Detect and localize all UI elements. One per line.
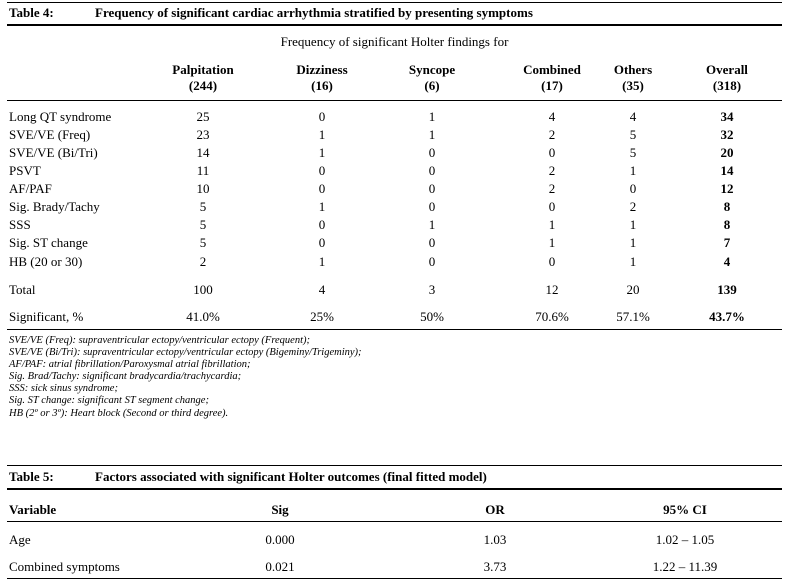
table4-significant-row-cell: 70.6%: [535, 309, 569, 324]
table5-header-ci: 95% CI: [663, 502, 707, 517]
table5-title: [9, 469, 487, 485]
table4-col-header: [377, 62, 487, 94]
table4-title-rule: [7, 24, 782, 26]
table4-significant-row-cell: 41.0%: [186, 309, 220, 324]
table4-top-rule: [7, 2, 782, 3]
table4-title-text: Frequency of significant cardiac arrhythmia stratified by presenting symptoms: [95, 5, 533, 20]
table5-row-combined-sig: 0.021: [265, 559, 295, 574]
table4-row-cell: 0: [318, 109, 326, 124]
table4-row-cell: 0: [318, 163, 326, 178]
table4-row-cell: 7: [723, 235, 731, 250]
table4-total-row-label: Total: [9, 282, 36, 297]
table4-row-label: Long QT syndrome: [9, 109, 112, 124]
table4-row-cell: 1: [318, 199, 326, 214]
table4-row-cell: 1: [428, 127, 436, 142]
table5-header-or: OR: [485, 502, 505, 517]
table4-row-label: Sig. ST change: [9, 235, 88, 250]
table4-significant-row-cell: 50%: [420, 309, 444, 324]
table4-total-row-cell: 4: [318, 282, 326, 297]
table4-row-cell: 5: [199, 235, 207, 250]
table4-row-cell: 0: [318, 217, 326, 232]
table5-row-combined-or: 3.73: [483, 559, 507, 574]
table4-row-cell: 2: [548, 181, 556, 196]
table4-row-cell: 20: [720, 145, 734, 160]
table4-significant-row-cell: 43.7%: [709, 309, 745, 324]
table4-row-label: SSS: [9, 217, 31, 232]
table4-row-cell: 0: [428, 145, 436, 160]
table4-row-cell: 11: [196, 163, 210, 178]
table4-caption: Frequency of significant Holter findings for: [280, 34, 509, 49]
table4-row-cell: 5: [199, 217, 207, 232]
table4-col-header: [672, 62, 782, 94]
table5-bottom-rule: [7, 578, 782, 579]
table4-total-row-cell: 3: [428, 282, 436, 297]
table4-row-cell: 5: [629, 127, 637, 142]
table4-title: [9, 5, 533, 21]
table5-row-combined-ci: 1.22 – 11.39: [652, 559, 718, 574]
table4-col-header-name: Overall: [706, 62, 748, 77]
table4-number: Table 4:: [9, 5, 54, 20]
table4-row-cell: 4: [723, 254, 731, 269]
table4-row-cell: 0: [428, 235, 436, 250]
table5-row-age-variable: Age: [9, 532, 31, 547]
table4-total-row-cell: 12: [545, 282, 559, 297]
table4-row-cell: 1: [428, 217, 436, 232]
table4-row-cell: 14: [196, 145, 210, 160]
table4-col-header-n: (318): [712, 78, 742, 93]
table5-row-combined-variable: Combined symptoms: [9, 559, 120, 574]
table4-note: SVE/VE (Freq): supraventricular ectopy/ventricular ectopy (Frequent);: [9, 335, 310, 346]
table4-row-cell: 0: [548, 199, 556, 214]
table4-row-cell: 0: [629, 181, 637, 196]
table4-bottom-rule: [7, 329, 782, 330]
table4-note: HB (2º or 3º): Heart block (Second or third degree).: [9, 407, 229, 419]
table4-row-cell: 1: [318, 254, 326, 269]
table4-row-cell: 1: [318, 127, 326, 142]
table4-note: SSS: sick sinus syndrome;: [9, 383, 118, 395]
table4-row-label: HB (20 or 30): [9, 254, 83, 269]
table5-number: Table 5:: [9, 469, 54, 484]
table4-row-label: AF/PAF: [9, 181, 52, 196]
table4-row-cell: 4: [548, 109, 556, 124]
table4-row-cell: 23: [196, 127, 210, 142]
table5-row-age-or: 1.03: [483, 532, 507, 547]
table4-row-cell: 1: [548, 235, 556, 250]
table4-row-cell: 14: [720, 163, 734, 178]
table4-header-rule: [7, 100, 782, 101]
table4-row-cell: 0: [548, 254, 556, 269]
table4-row-cell: 12: [720, 181, 734, 196]
table4-note: AF/PAF: atrial fibrillation/Paroxysmal atrial fibrillation;: [9, 359, 251, 371]
table4-row-cell: 1: [629, 163, 637, 178]
table5-row-age-ci: 1.02 – 1.05: [655, 532, 715, 547]
table4-col-header: [267, 62, 377, 94]
table4-row-cell: 1: [629, 217, 637, 232]
table4-row-label: Sig. Brady/Tachy: [9, 199, 100, 214]
table4-row-cell: 0: [318, 235, 326, 250]
table5-title-text: Factors associated with significant Holter outcomes (final fitted model): [95, 469, 487, 484]
table4-row-cell: 0: [428, 199, 436, 214]
table4-total-row-cell: 100: [193, 282, 213, 297]
table4-row-cell: 0: [428, 163, 436, 178]
table4-row-cell: 2: [548, 127, 556, 142]
table4-significant-row-label: Significant, %: [9, 309, 84, 324]
table4-col-header-name: Others: [613, 62, 653, 77]
table4-row-cell: 0: [318, 181, 326, 196]
table4-col-header: [148, 62, 258, 94]
table4-col-header-n: (244): [188, 78, 218, 93]
table4-note: Sig. ST change: significant ST segment change;: [9, 395, 209, 407]
table4-row-label: SVE/VE (Freq): [9, 127, 91, 142]
table4-col-header-n: (16): [311, 78, 333, 93]
table5-title-rule: [7, 488, 782, 490]
table5-top-rule: [7, 465, 782, 466]
table4-col-header-name: Combined: [523, 62, 581, 77]
table4-significant-row-cell: 25%: [310, 309, 334, 324]
table4-row-cell: 0: [428, 254, 436, 269]
table4-col-header-name: Syncope: [408, 62, 456, 77]
table4-row-cell: 32: [720, 127, 734, 142]
table4-significant-row-cell: 57.1%: [616, 309, 650, 324]
table4-col-header-name: Dizziness: [296, 62, 348, 77]
table4-row-cell: 1: [629, 254, 637, 269]
table4-row-cell: 10: [196, 181, 210, 196]
table4-row-cell: 2: [199, 254, 207, 269]
table4-row-cell: 2: [548, 163, 556, 178]
table4-col-header-n: (17): [541, 78, 563, 93]
table4-row-label: SVE/VE (Bi/Tri): [9, 145, 98, 160]
table4-row-cell: 8: [723, 217, 731, 232]
table5-header-rule: [7, 521, 782, 522]
table4-row-cell: 34: [720, 109, 734, 124]
table4-row-cell: 0: [428, 181, 436, 196]
table4-col-header-n: (35): [622, 78, 644, 93]
table4-row-cell: 0: [548, 145, 556, 160]
table4-row-cell: 5: [629, 145, 637, 160]
table4-col-header-name: Palpitation: [172, 62, 234, 77]
table4-row-cell: 5: [199, 199, 207, 214]
table4-total-row-cell: 20: [626, 282, 640, 297]
table5-header-variable: Variable: [9, 502, 57, 517]
table4-row-cell: 2: [629, 199, 637, 214]
table4-total-row-cell: 139: [717, 282, 737, 297]
table4-row-cell: 1: [318, 145, 326, 160]
table4-col-header-n: (6): [424, 78, 440, 93]
table4-notes: [9, 335, 362, 420]
table4-row-cell: 4: [629, 109, 637, 124]
table4-row-label: PSVT: [9, 163, 41, 178]
table4-row-cell: 1: [548, 217, 556, 232]
table4-row-cell: 1: [629, 235, 637, 250]
table4-note: Sig. Brad/Tachy: significant bradycardia/trachycardia;: [9, 371, 242, 383]
table4-row-cell: 8: [723, 199, 731, 214]
table5-row-age-sig: 0.000: [265, 532, 295, 547]
table4-row-cell: 25: [196, 109, 210, 124]
table5-header-sig: Sig: [271, 502, 289, 517]
table4-row-cell: 1: [428, 109, 436, 124]
table4-note: SVE/VE (Bi/Tri): supraventricular ectopy/ventricular ectopy (Bigeminy/Trigeminy);: [9, 347, 362, 359]
